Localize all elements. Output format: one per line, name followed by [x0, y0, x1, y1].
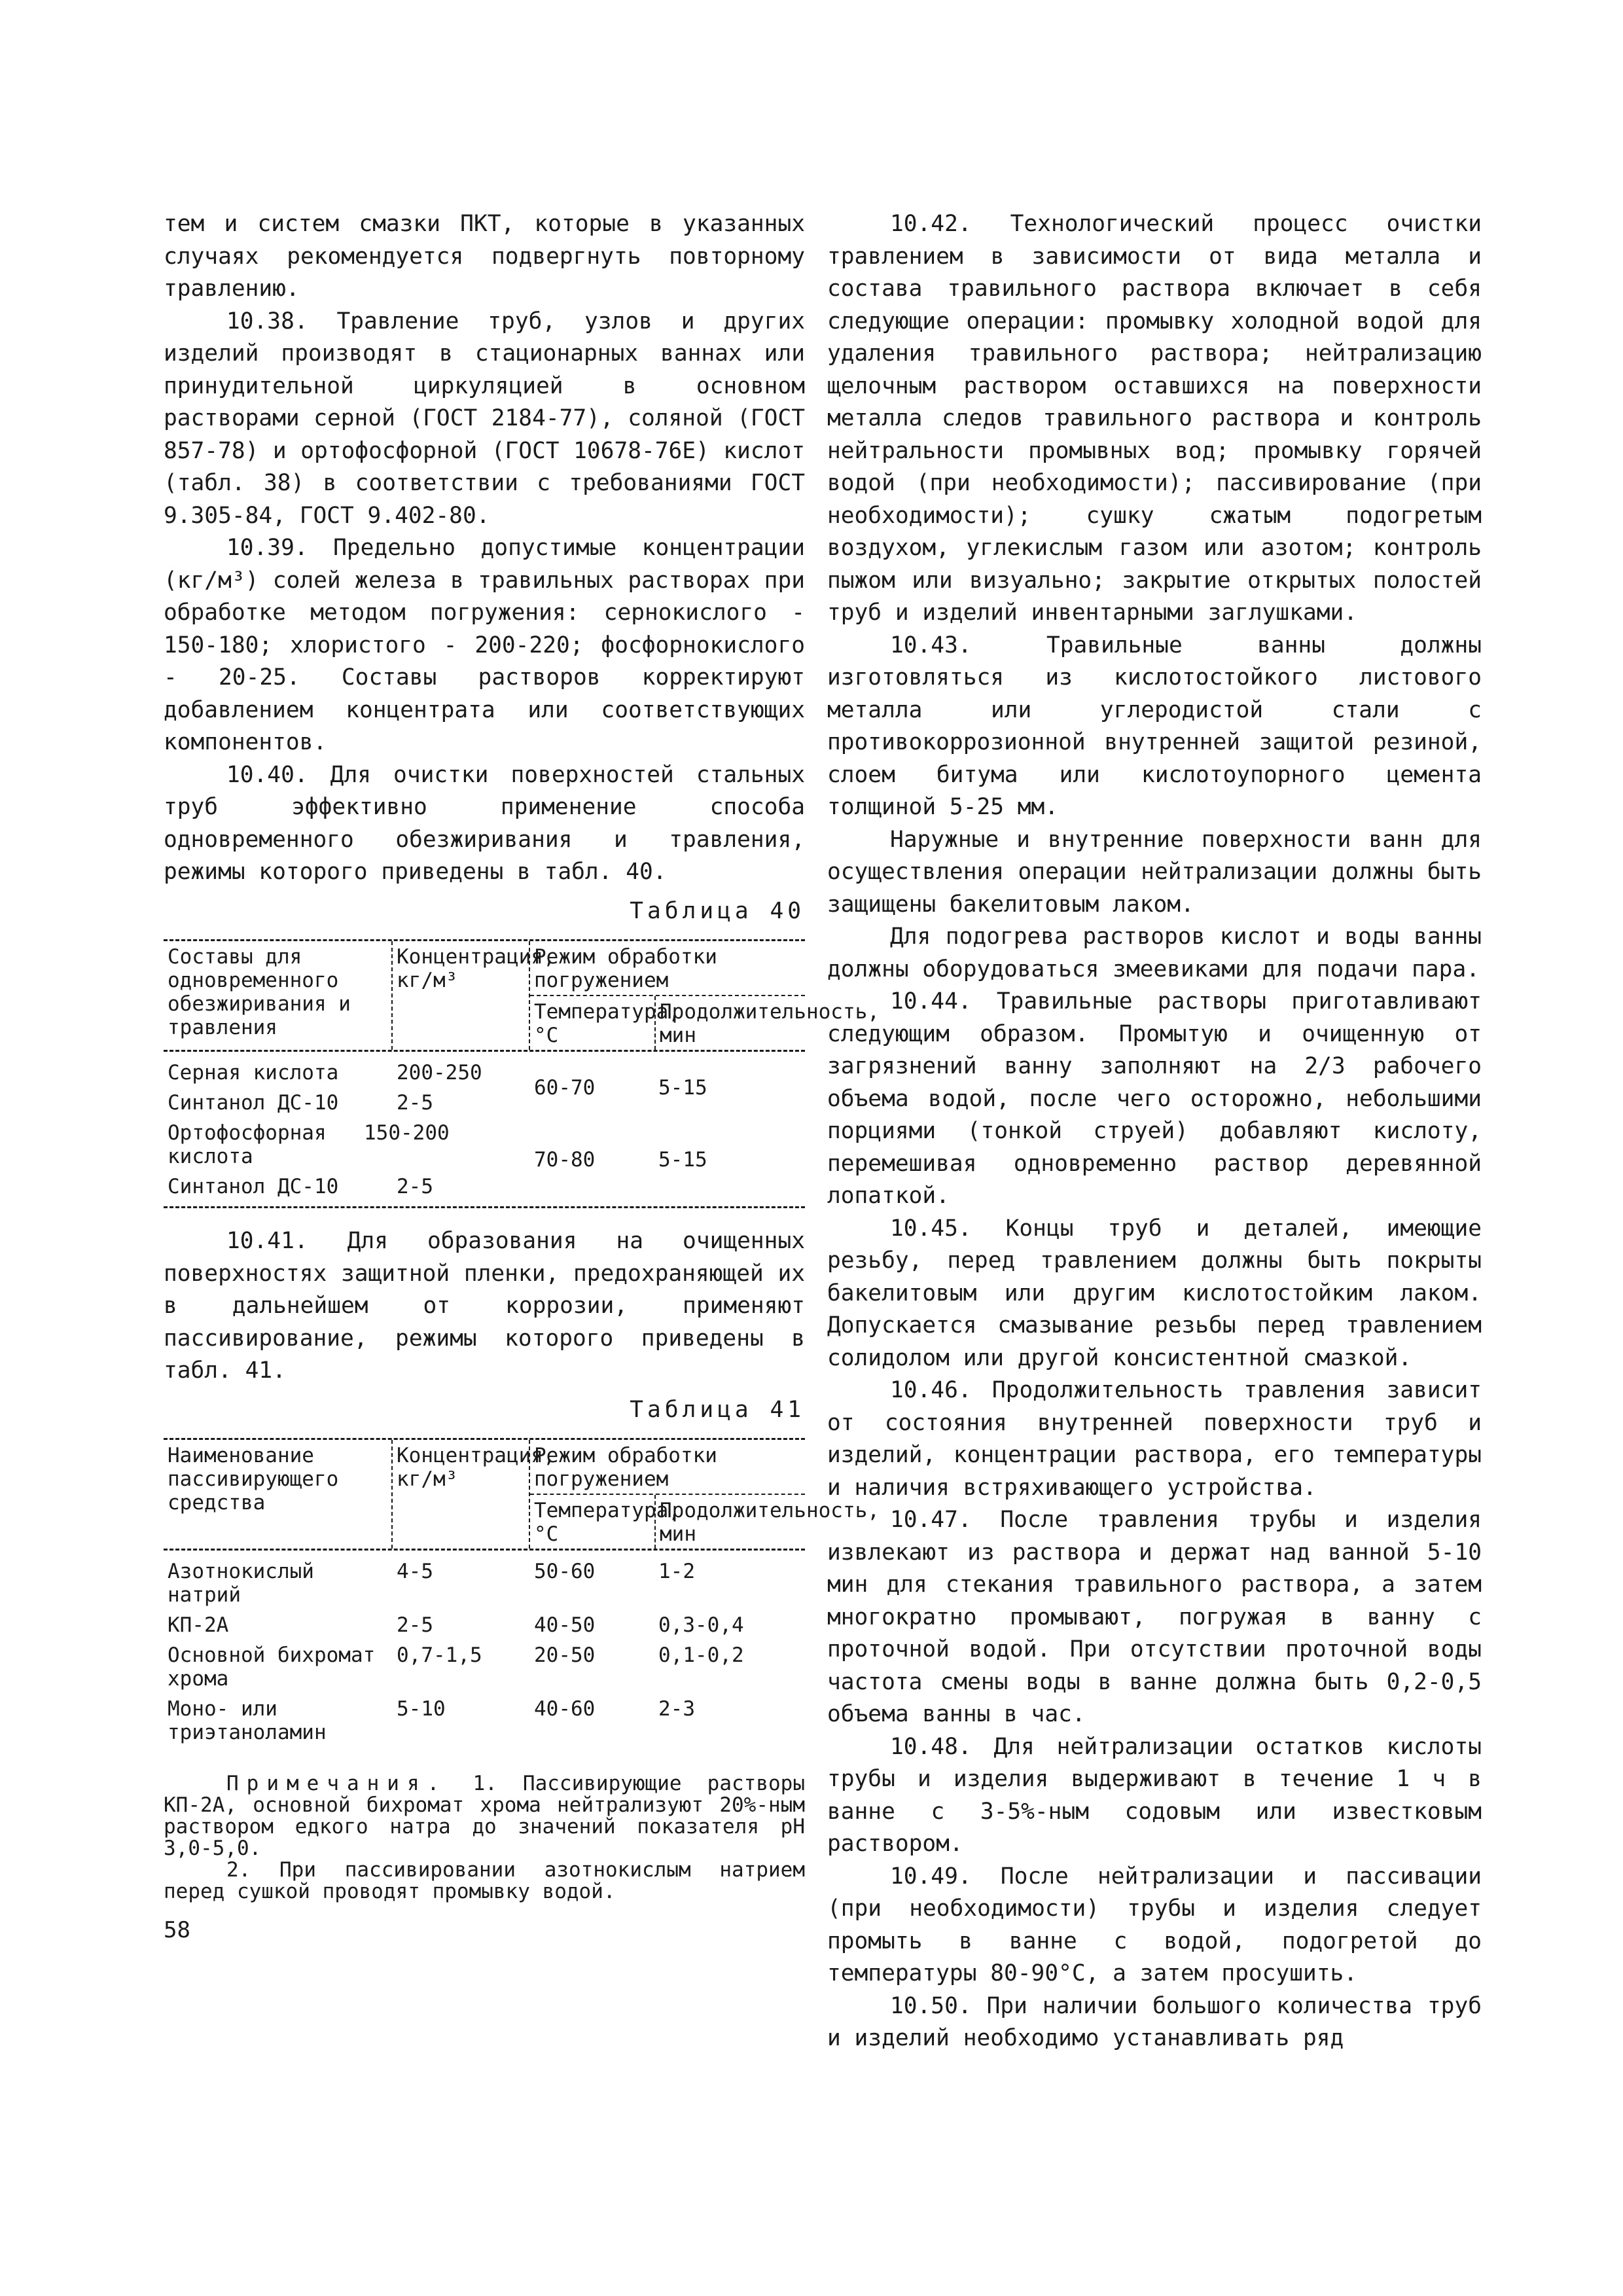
- cell-name: Синтанол ДС-10: [168, 1175, 339, 1198]
- header-concentration: Концентрация, кг/м³: [391, 1440, 529, 1549]
- paragraph-10-46: 10.46. Продолжительность травления зависит от состояния внутренней поверхности труб и изделий, концентрации раствора, его температуры и наличия встряхивающего устройства.: [827, 1377, 1482, 1501]
- paragraph-10-40: 10.40. Для очистки поверхностей стальных труб эффективно применение способа одновременного обезжиривания и травления, режимы которого приведены в табл. 40.: [164, 761, 805, 885]
- right-column: [827, 208, 1482, 2055]
- paragraph-10-39: 10.39. Предельно допустимые концентрации (кг/м³) солей железа в травильных растворах при обработке методом погружения: сернокислого - 150-180; хлористого - 200-220; фосфорнокислого - 20-25. Составы растворов корректируют добавлением концентрата или соответствующих компонентов.: [164, 535, 805, 755]
- paragraph-10-49: 10.49. После нейтрализации и пассивации (при необходимости) трубы и изделия следует промыть в ванне с водой, подогретой до температуры 80-90°С, а затем просушить.: [827, 1863, 1482, 1986]
- cell-name: Синтанол ДС-10: [168, 1091, 339, 1115]
- table-row: [164, 1087, 530, 1117]
- table-40: [164, 939, 880, 1208]
- page-number: 58: [164, 1917, 190, 1943]
- paragraph-10-48: 10.48. Для нейтрализации остатков кислоты трубы и изделия выдерживают в течение 1 ч в ванне с 3-5%-ным содовым или известковым раствором.: [827, 1733, 1482, 1857]
- header-agent: Наименование пассивирующего средства: [168, 1444, 339, 1515]
- table-rule: [164, 1206, 805, 1208]
- paragraph-10-45: 10.45. Концы труб и деталей, имеющие резьбу, перед травлением должны быть покрыты бакелитовым или другим кислотостойким лаком. Допускается смазывание резьбы перед травлением солидолом или другой консистентной смазкой.: [827, 1215, 1482, 1371]
- header-composition: Составы для одновременного обезжиривания и травления: [168, 945, 351, 1039]
- cell-concentration: 4-5: [397, 1560, 433, 1583]
- cell-name: Азотнокислый натрий: [168, 1560, 314, 1607]
- header-temperature: Температура, °С: [534, 1000, 681, 1047]
- table-row: [164, 1171, 530, 1201]
- cell-duration: 0,3-0,4: [658, 1613, 744, 1637]
- cell-concentration: 2-5: [397, 1175, 433, 1198]
- cell-duration: 1-2: [658, 1560, 695, 1583]
- header-mode-group: [529, 1440, 880, 1549]
- paragraph: Для подогрева растворов кислот и воды ванны должны оборудоваться змеевиками для подачи пара.: [827, 924, 1482, 982]
- cell-duration: 2-3: [658, 1697, 695, 1721]
- table-40-caption: Таблица 40: [630, 897, 805, 924]
- note-1: 1. Пассивирующие растворы КП-2А, основной бихромат хрома нейтрализуют 20%-ным раствором едкого натра до значений показателя рН 3,0-5,0.: [164, 1772, 805, 1860]
- table-header: [164, 941, 880, 1050]
- table-41: [164, 1438, 880, 1747]
- cell-duration: 5-15: [658, 1076, 707, 1100]
- cell-duration: 0,1-0,2: [658, 1643, 744, 1667]
- table-row-group: [164, 1117, 805, 1206]
- cell-concentration: 5-10: [397, 1697, 446, 1721]
- table-row: [164, 1609, 805, 1640]
- paragraph-10-43: 10.43. Травильные ванны должны изготовляться из кислотостойкого листового металла или углеродистой стали с противокоррозионной внутренней защитой резиной, слоем битума или кислотоупорного цемента толщиной 5-25 мм.: [827, 632, 1482, 820]
- header-mode: Режим обработки погружением: [534, 945, 717, 992]
- cell-concentration: 200-250: [397, 1061, 482, 1085]
- paragraph-10-50: 10.50. При наличии большого количества труб и изделий необходимо устанавливать ряд: [827, 1992, 1482, 2051]
- cell-concentration: 150-200: [364, 1121, 450, 1145]
- table-notes: [164, 1773, 805, 1903]
- header-concentration: Концентрация, кг/м³: [391, 941, 529, 1050]
- cell-concentration: 0,7-1,5: [397, 1643, 482, 1667]
- paragraph-10-38: 10.38. Травление труб, узлов и других изделий производят в стационарных ваннах или принудительной циркуляцией в основном растворами серной (ГОСТ 2184-77), соляной (ГОСТ 857-78) и ортофосфорной (ГОСТ 10678-76Е) кислот (табл. 38) в соответствии с требованиями ГОСТ 9.305-84, ГОСТ 9.402-80.: [164, 308, 805, 529]
- header-duration: Продолжительность, мин: [654, 1495, 805, 1549]
- cell-temperature: 50-60: [534, 1560, 596, 1583]
- notes-title: Примечания.: [226, 1772, 448, 1795]
- paragraph: Наружные и внутренние поверхности ванн для осуществления операции нейтрализации должны быть защищены бакелитовым лаком.: [827, 826, 1482, 918]
- cell-name: Серная кислота: [168, 1061, 339, 1085]
- cell-temperature: 70-80: [534, 1148, 596, 1172]
- header-mode-group: [529, 941, 880, 1050]
- cell-temperature: 60-70: [534, 1076, 596, 1100]
- paragraph-10-47: 10.47. После травления трубы и изделия извлекают из раствора и держат над ванной 5-10 мин для стекания травильного раствора, а затем многократно промывают, погружая в ванну с проточной водой. При отсутствии проточной воды частота смены воды в ванне должна быть 0,2-0,5 объема ванны в час.: [827, 1507, 1482, 1727]
- paragraph-10-41: 10.41. Для образования на очищенных поверхностях защитной пленки, предохраняющей их в дальнейшем от коррозии, применяют пассивирование, режимы которого приведены в табл. 41.: [164, 1228, 805, 1384]
- cell-temperature: 20-50: [534, 1643, 596, 1667]
- cell-temperature: 40-60: [534, 1697, 596, 1721]
- cell-name: Основной бихромат хрома: [168, 1643, 376, 1691]
- header-temperature: Температура, °С: [534, 1499, 681, 1546]
- table-row-group: [164, 1052, 805, 1117]
- paragraph-10-42: 10.42. Технологический процесс очистки травлением в зависимости от вида металла и состава травильного раствора включает в себя следующие операции: промывку холодной водой для удаления травильного раствора; нейтрализацию щелочным раствором оставшихся на поверхности металла следов травильного раствора и контроль нейтральности промывных вод; промывку горячей водой (при необходимости); пассивирование (при необходимости); сушку сжатым подогретым воздухом, углекислым газом или азотом; контроль пыжом или визуально; закрытие открытых полостей труб и изделий инвентарными заглушками.: [827, 211, 1482, 626]
- cell-temperature: 40-50: [534, 1613, 596, 1637]
- table-41-caption: Таблица 41: [630, 1396, 805, 1423]
- cell-name: Моно- или триэтаноламин: [168, 1697, 327, 1744]
- table-row: [164, 1556, 805, 1609]
- note-2: 2. При пассивировании азотнокислым натрием перед сушкой проводят промывку водой.: [164, 1858, 805, 1903]
- cell-name: КП-2А: [168, 1613, 229, 1637]
- table-row: [164, 1640, 805, 1693]
- cell-duration: 5-15: [658, 1148, 707, 1172]
- table-row: [164, 1117, 530, 1171]
- table-header: [164, 1440, 880, 1549]
- cell-concentration: 2-5: [397, 1091, 433, 1115]
- cell-concentration: 2-5: [397, 1613, 433, 1637]
- cell-name: Ортофосфорная кислота: [168, 1121, 327, 1168]
- paragraph: тем и систем смазки ПКТ, которые в указанных случаях рекомендуется подвергнуть повторному травлению.: [164, 211, 805, 302]
- paragraph-10-44: 10.44. Травильные растворы приготавливают следующим образом. Промытую и очищенную от загрязнений ванну заполняют на 2/3 рабочего объема водой, после чего осторожно, небольшими порциями (тонкой струей) добавляют кислоту, перемешивая одновременно раствор деревянной лопаткой.: [827, 988, 1482, 1209]
- left-column: [164, 208, 880, 1947]
- table-row: [164, 1693, 805, 1747]
- header-mode: Режим обработки погружением: [534, 1444, 717, 1491]
- header-duration: Продолжительность, мин: [654, 996, 805, 1050]
- table-row: [164, 1057, 530, 1087]
- table-rule: [164, 1549, 805, 1551]
